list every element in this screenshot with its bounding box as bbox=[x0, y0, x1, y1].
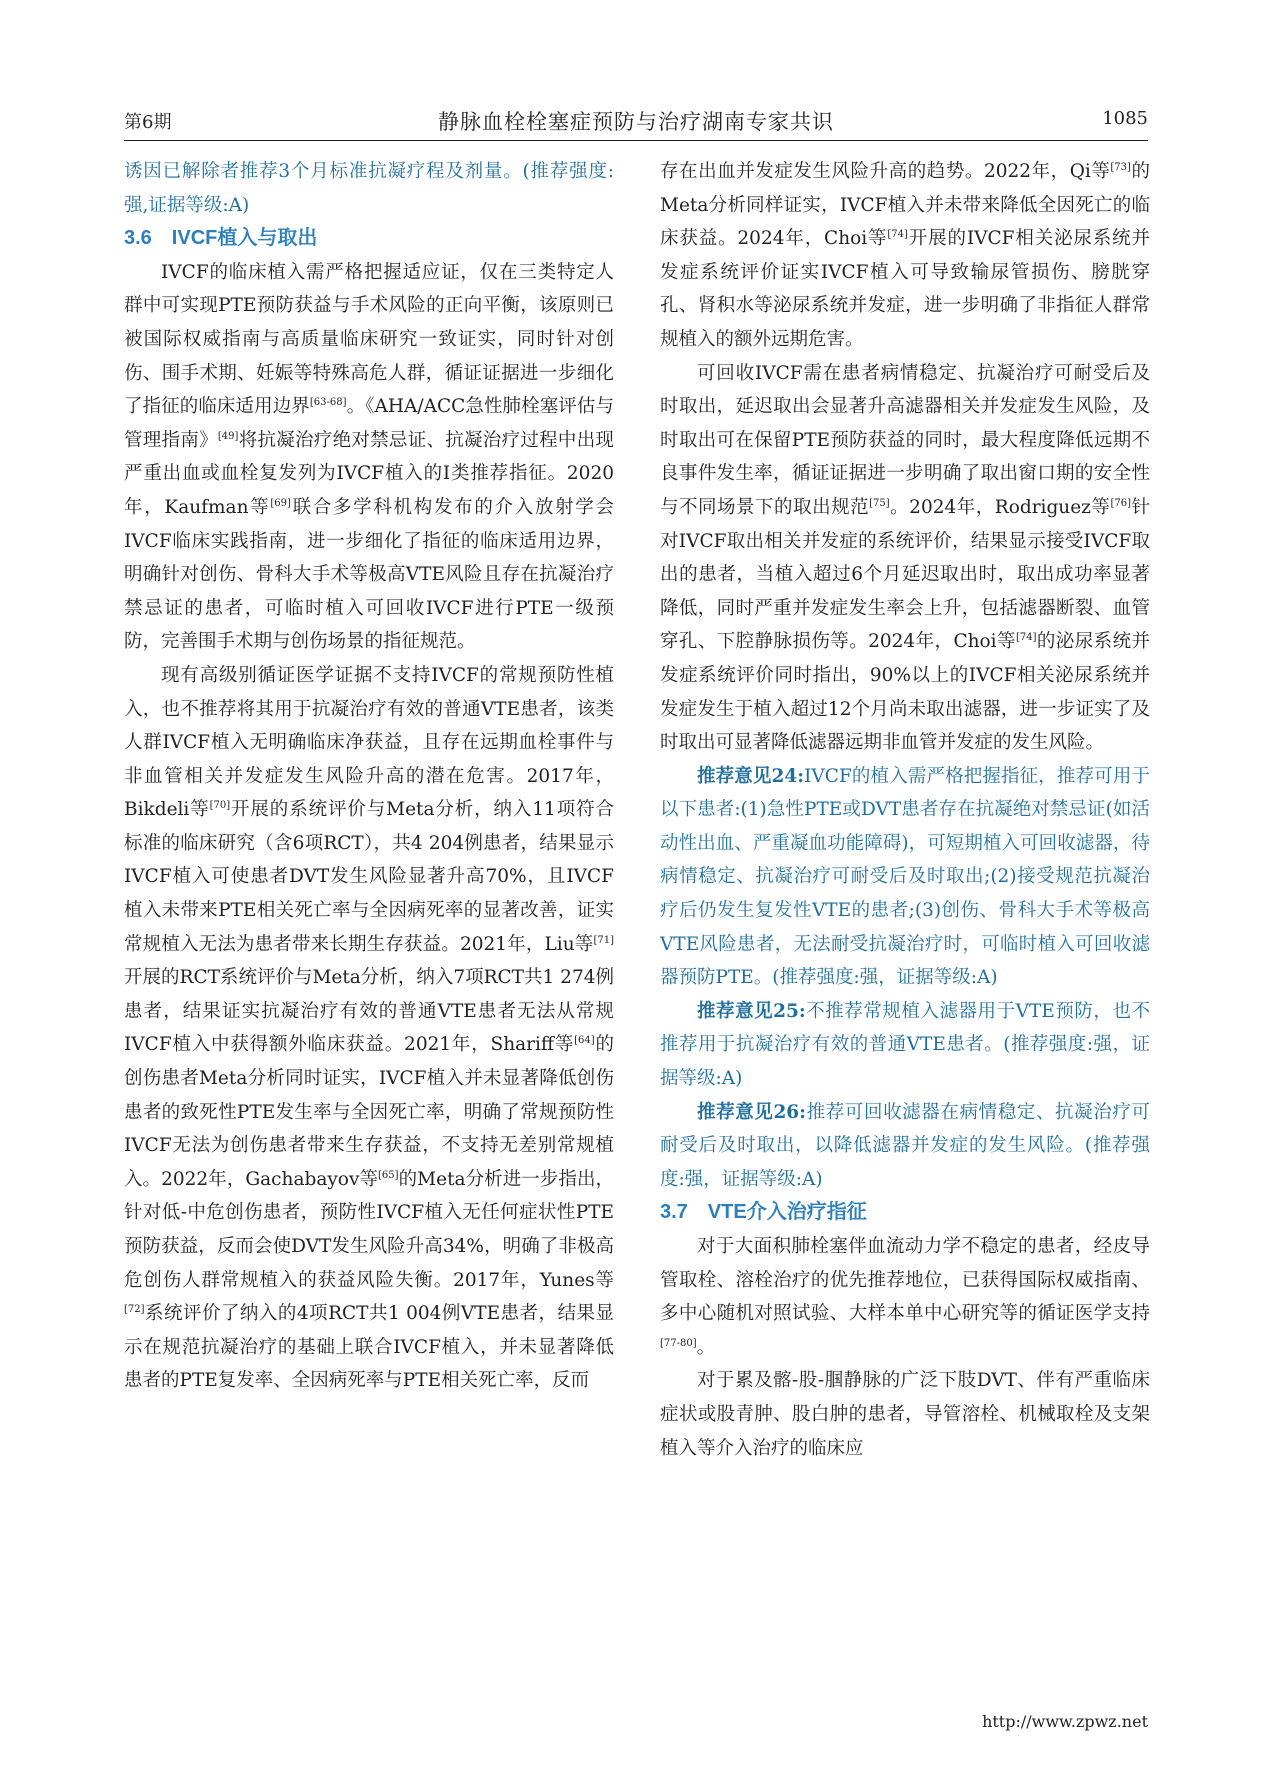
citation[interactable]: [73] bbox=[1110, 161, 1131, 173]
citation[interactable]: [77-80] bbox=[660, 1337, 697, 1349]
citation[interactable]: [74] bbox=[887, 229, 908, 241]
citation[interactable]: [70] bbox=[209, 800, 231, 812]
citation[interactable]: [71] bbox=[593, 934, 614, 946]
citation[interactable]: [49] bbox=[217, 430, 239, 442]
section-heading-3-7: 3.7 VTE介入治疗指征 bbox=[660, 1201, 867, 1224]
paragraph: 对于大面积肺栓塞伴血流动力学不稳定的患者，经皮导管取栓、溶栓治疗的优先推荐地位，已获得国际权威指南、多中心随机对照试验、大样本单中心研究等的循证医学支持[77-80]。 bbox=[660, 1236, 1150, 1358]
citation[interactable]: [65] bbox=[378, 1169, 399, 1181]
recommendation-continuation: 诱因已解除者推荐3个月标准抗凝疗程及剂量。(推荐强度:强,证据等级:A) bbox=[124, 161, 614, 216]
recommendations bbox=[660, 760, 1150, 1197]
citation[interactable]: [72] bbox=[124, 1304, 145, 1316]
recommendation-24: 推荐意见24:IVCF的植入需严格把握指征，推荐可用于以下患者:(1)急性PTE或DVT患者存在抗凝绝对禁忌证(如活动性出血、严重凝血功能障碍)，可短期植入可回收滤器，待病情稳定、抗凝治疗可耐受后及时取出;(2)接受规范抗凝治疗后仍发生复发性VTE的患者;(3)创伤、骨科大手术等极高VTE风险患者，无法耐受抗凝治疗时，可临时植入可回收滤器预防PTE。(推荐强度:强，证据等级:A) bbox=[660, 765, 1150, 989]
paragraph: 存在出血并发症发生风险升高的趋势。2022年，Qi等[73]的Meta分析同样证实，IVCF植入并未带来降低全因死亡的临床获益。2024年，Choi等[74]开展的IVCF相关泌尿系统并发症系统评价证实IVCF植入可导致输尿管损伤、膀胱穿孔、肾积水等泌尿系统并发症，进一步明确了非指征人群常规植入的额外远期危害。 bbox=[660, 161, 1150, 350]
running-header bbox=[124, 106, 1148, 141]
recommendation-25: 推荐意见25:不推荐常规植入滤器用于VTE预防，也不推荐用于抗凝治疗有效的普通VTE患者。(推荐强度:强，证据等级:A) bbox=[660, 1000, 1150, 1090]
paragraph: 可回收IVCF需在患者病情稳定、抗凝治疗可耐受后及时取出，延迟取出会显著升高滤器相关并发症发生风险，及时取出可在保留PTE预防获益的同时，最大程度降低远期不良事件发生率，循证证据进一步明确了取出窗口期的安全性与不同场景下的取出规范[75]。2024年，Rodriguez等[76]针对IVCF取出相关并发症的系统评价，结果显示接受IVCF取出的患者，当植入超过6个月延迟取出时，取出成功率显著降低，同时严重并发症发生率会上升，包括滤器断裂、血管穿孔、下腔静脉损伤等。2024年，Choi等[74]的泌尿系统并发症系统评价同时指出，90%以上的IVCF相关泌尿系统并发症发生于植入超过12个月尚未取出滤器，进一步证实了及时取出可显著降低滤器远期非血管并发症的发生风险。 bbox=[660, 362, 1150, 754]
paragraph: IVCF的临床植入需严格把握适应证，仅在三类特定人群中可实现PTE预防获益与手术风险的正向平衡，该原则已被国际权威指南与高质量临床研究一致证实，同时针对创伤、围手术期、妊娠等特殊高危人群，循证证据进一步细化了指征的临床适用边界[63-68]。《AHA/ACC急性肺栓塞评估与管理指南》[49]将抗凝治疗绝对禁忌证、抗凝治疗过程中出现严重出血或血栓复发列为IVCF植入的I类推荐指征。2020年，Kaufman等[69]联合多学科机构发布的介入放射学会IVCF临床实践指南，进一步细化了指征的临床适用边界，明确针对创伤、骨科大手术等极高VTE风险且存在抗凝治疗禁忌证的患者，可临时植入可回收IVCF进行PTE一级预防，完善围手术期与创伤场景的指征规范。 bbox=[124, 261, 614, 653]
citation[interactable]: [64] bbox=[574, 1035, 595, 1047]
citation[interactable]: [75] bbox=[869, 497, 890, 509]
right-column bbox=[660, 155, 1150, 1465]
section-heading-3-6: 3.6 IVCF植入与取出 bbox=[124, 227, 318, 250]
citation[interactable]: [69] bbox=[270, 497, 291, 509]
footer-url[interactable]: http://www.zpwz.net bbox=[982, 1712, 1148, 1731]
recommendation-26: 推荐意见26:推荐可回收滤器在病情稳定、抗凝治疗可耐受后及时取出，以降低滤器并发症的发生风险。(推荐强度:强，证据等级:A) bbox=[660, 1101, 1150, 1190]
citation[interactable]: [74] bbox=[1015, 632, 1037, 644]
journal-running-title: 静脉血栓栓塞症预防与治疗湖南专家共识 bbox=[438, 110, 834, 134]
page-number: 1085 bbox=[1102, 108, 1148, 129]
issue-number: 第6期 bbox=[124, 112, 172, 133]
citation[interactable]: [63-68] bbox=[309, 397, 347, 408]
citation[interactable]: [76] bbox=[1110, 497, 1131, 509]
paragraph: 对于累及髂-股-腘静脉的广泛下肢DVT、伴有严重临床症状或股青肿、股白肿的患者，导管溶栓、机械取栓及支架植入等介入治疗的临床应 bbox=[660, 1370, 1150, 1459]
paragraph: 现有高级别循证医学证据不支持IVCF的常规预防性植入，也不推荐将其用于抗凝治疗有效的普通VTE患者，该类人群IVCF植入无明确临床净获益，且存在远期血栓事件与非血管相关并发症发生风险升高的潜在危害。2017年，Bikdeli等[70]开展的系统评价与Meta分析，纳入11项符合标准的临床研究（含6项RCT），共4 204例患者，结果显示IVCF植入可使患者DVT发生风险显著升高70%，且IVCF植入未带来PTE相关死亡率与全因病死率的显著改善，证实常规植入无法为患者带来长期生存获益。2021年，Liu等[71]开展的RCT系统评价与Meta分析，纳入7项RCT共1 274例患者，结果证实抗凝治疗有效的普通VTE患者无法从常规IVCF植入中获得额外临床获益。2021年，Shariff等[64]的创伤患者Meta分析同时证实，IVCF植入并未显著降低创伤患者的致死性PTE发生率与全因死亡率，明确了常规预防性IVCF无法为创伤患者带来生存获益，不支持无差别常规植入。2022年，Gachabayov等[65]的Meta分析进一步指出，针对低-中危创伤患者，预防性IVCF植入无任何症状性PTE预防获益，反而会使DVT发生风险升高34%，明确了非极高危创伤人群常规植入的获益风险失衡。2017年，Yunes等[72]系统评价了纳入的4项RCT共1 004例VTE患者，结果显示在规范抗凝治疗的基础上联合IVCF植入，并未显著降低患者的PTE复发率、全因病死率与PTE相关死亡率，反而 bbox=[124, 664, 615, 1392]
left-column bbox=[124, 155, 614, 1398]
